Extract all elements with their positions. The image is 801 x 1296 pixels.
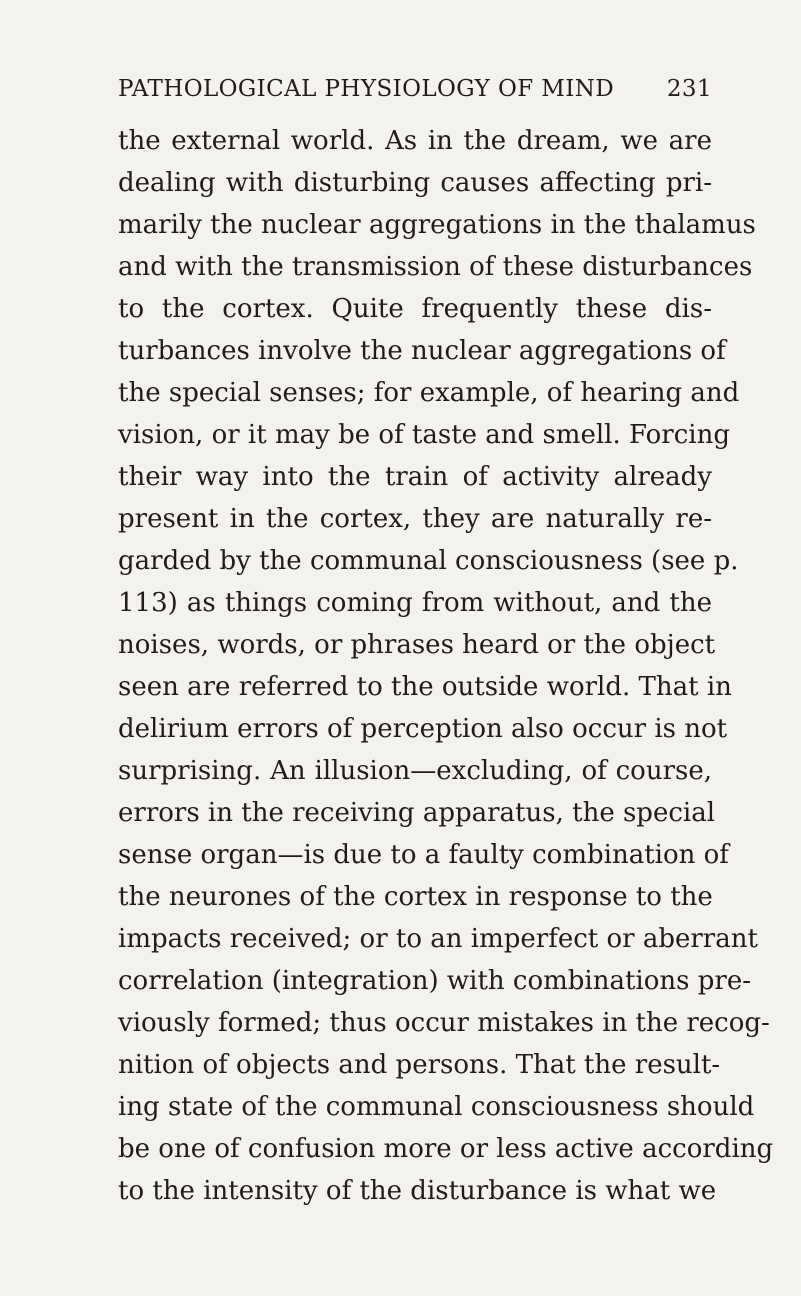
text-line: errors in the receiving apparatus, the special: [118, 798, 716, 828]
text-line: garded by the communal consciousness (see p.: [118, 546, 739, 576]
text-line: be one of confusion more or less active according: [118, 1134, 774, 1164]
page-number: 231: [666, 76, 712, 102]
text-line: the special senses; for example, of hearing and: [118, 378, 740, 408]
text-line: ing state of the communal consciousness should: [118, 1092, 755, 1122]
running-head: [118, 74, 712, 104]
text-line: correlation (integration) with combinations pre-: [118, 966, 752, 996]
text-line: marily the nuclear aggregations in the thalamus: [118, 210, 756, 240]
text-line: dealing with disturbing causes affecting pri-: [118, 168, 712, 198]
text-line: noises, words, or phrases heard or the object: [118, 630, 716, 660]
text-line: the external world. As in the dream, we are: [118, 126, 712, 156]
text-line: viously formed; thus occur mistakes in the recog-: [118, 1008, 770, 1038]
text-line: delirium errors of perception also occur is not: [118, 714, 728, 744]
text-line: surprising. An illusion—excluding, of course,: [118, 756, 712, 786]
body-text: [118, 120, 774, 1212]
text-line: and with the transmission of these disturbances: [118, 252, 753, 282]
text-line: nition of objects and persons. That the result-: [118, 1050, 721, 1080]
text-line: seen are referred to the outside world. That in: [118, 672, 732, 702]
text-line: to the intensity of the disturbance is what we: [118, 1176, 717, 1206]
text-line: turbances involve the nuclear aggregations of: [118, 336, 726, 366]
text-line: impacts received; or to an imperfect or aberrant: [118, 924, 758, 954]
text-line: their way into the train of activity already: [118, 462, 712, 492]
text-line: 113) as things coming from without, and the: [118, 588, 712, 618]
running-head-title: PATHOLOGICAL PHYSIOLOGY OF MIND: [118, 76, 615, 102]
text-line: to the cortex. Quite frequently these dis-: [118, 294, 712, 324]
text-line: vision, or it may be of taste and smell. Forcing: [118, 420, 730, 450]
text-line: the neurones of the cortex in response to the: [118, 882, 713, 912]
text-line: present in the cortex, they are naturally re-: [118, 504, 712, 534]
text-line: sense organ—is due to a faulty combination of: [118, 840, 729, 870]
